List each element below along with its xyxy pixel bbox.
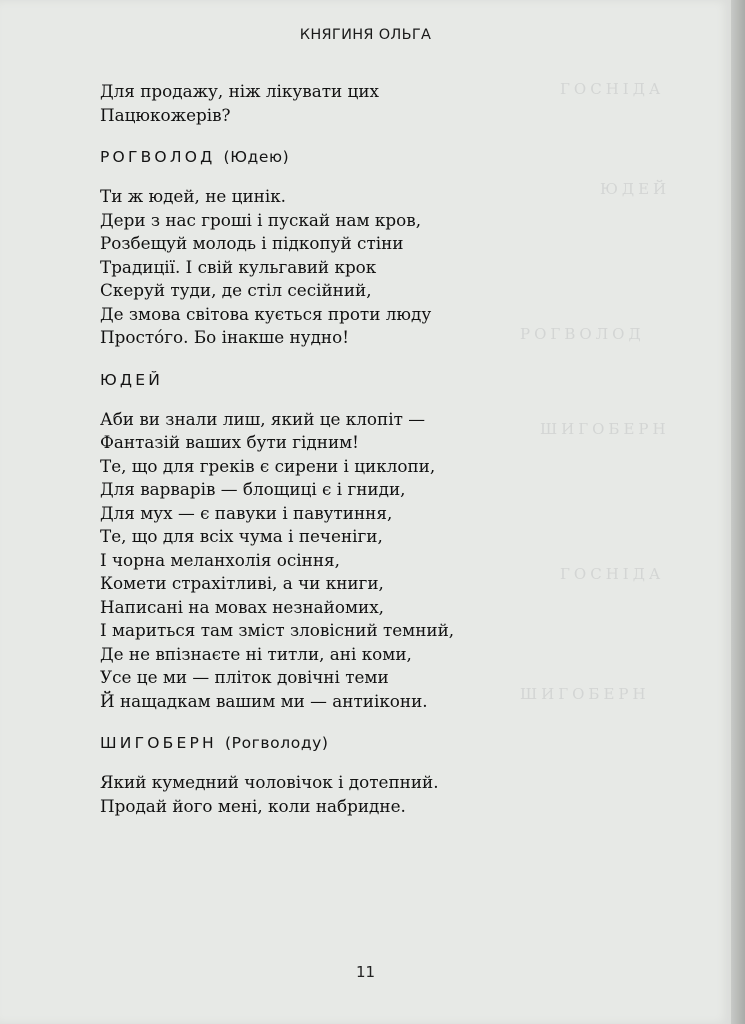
verse-line: Продай його мені, коли набридне. — [100, 795, 406, 816]
speaker-heading-yudei — [100, 371, 660, 389]
verse-line: Те, що для греків є сирени і циклопи, — [100, 455, 436, 476]
page-number: 11 — [355, 963, 376, 981]
verse-line: Те, що для всіх чума і печеніги, — [100, 526, 383, 546]
verse-line: Написані на мовах незнайомих, — [100, 596, 385, 617]
verse-line: Для варварів — блощиці є і гниди, — [100, 479, 406, 499]
play-text — [100, 80, 660, 818]
running-head: КНЯГИНЯ ОЛЬГА — [299, 27, 432, 43]
verse-line: Комети страхітливі, а чи книги, — [100, 573, 384, 593]
speaker-direction: (Рогволоду) — [225, 734, 329, 752]
verse-line: Ти ж юдей, не цинік. — [100, 186, 287, 206]
verse-line: Традиції. І свій кульгавий крок — [100, 256, 377, 277]
stanza-shyhobern — [100, 771, 660, 818]
verse-line: Де не впізнаєте ні титли, ані коми, — [100, 643, 412, 664]
verse-line: Для продажу, ніж лікувати цих — [100, 81, 379, 101]
verse-line: Пацюкожерів? — [100, 104, 231, 125]
verse-line: І мариться там зміст зловісний темний, — [100, 620, 455, 640]
verse-line: Усе це ми — пліток довічні теми — [100, 667, 389, 687]
book-page: ГОСНІДА ЮДЕЙ РОГВОЛОД ШИГОБЕРН ГОСНІДА ШИГОБЕРН КНЯГИНЯ ОЛЬГА Для продажу, ніж лікувати цих Пацюкожерів? РОГВОЛОД (Юдею) Ти ж юдей, не цинік. Дери з нас гроші і пускай нам кров, Розбещуй молодь і підкопуй стіни Традиції. І свій кульгавий крок Скеруй туди, де стіл сесійний, Де змова світова кується проти люду Простóго. Бо інакше нудно! ЮДЕЙ Аби ви знали лиш, який це клопіт — Фантазій ваших бути гідним! Те, що для греків є сирени і циклопи, Для варварів — блощиці є і гниди, Для мух — є павуки і павутиння, Те, що для всіх чума і печеніги, І чорна меланхолія осіння, Комети страхітливі, а чи книги, Написані на мовах незнайомих, І мариться там зміст зловісний темний, Де не впізнаєте ні титли, ані коми, Усе це ми — пліток довічні теми Й нащадкам вашим ми — антиікони. ШИГОБЕРН (Рогволоду) Який кумедний чоловічок і дотепний. Продай його мені, коли набридне. 11 — [0, 0, 731, 1024]
verse-line: Дери з нас гроші і пускай нам кров, — [100, 209, 422, 230]
speaker-name: РОГВОЛОД — [100, 148, 216, 166]
opening-stanza — [100, 80, 660, 127]
verse-line: Розбещуй молодь і підкопуй стіни — [100, 233, 404, 253]
verse-line: Скеруй туди, де стіл сесійний, — [100, 280, 372, 300]
speaker-name: ШИГОБЕРН — [100, 734, 217, 752]
speaker-direction: (Юдею) — [223, 148, 290, 166]
speaker-heading-shyhobern — [100, 734, 660, 752]
verse-line: Й нащадкам вашим ми — антиікони. — [100, 690, 428, 711]
verse-line: Аби ви знали лиш, який це клопіт — — [100, 408, 425, 429]
verse-line: І чорна меланхолія осіння, — [100, 549, 340, 570]
verse-line: Який кумедний чоловічок і дотепний. — [100, 772, 439, 792]
speaker-heading-rogvolod — [100, 148, 660, 166]
page-edge — [731, 0, 745, 1024]
stanza-yudei — [100, 408, 660, 714]
speaker-name: ЮДЕЙ — [100, 370, 164, 389]
verse-line: Де змова світова кується проти люду — [100, 303, 432, 324]
verse-line: Фантазій ваших бути гідним! — [100, 432, 359, 452]
verse-line: Простóго. Бо інакше нудно! — [100, 327, 349, 347]
stanza-rogvolod — [100, 185, 660, 350]
verse-line: Для мух — є павуки і павутиння, — [100, 502, 393, 523]
